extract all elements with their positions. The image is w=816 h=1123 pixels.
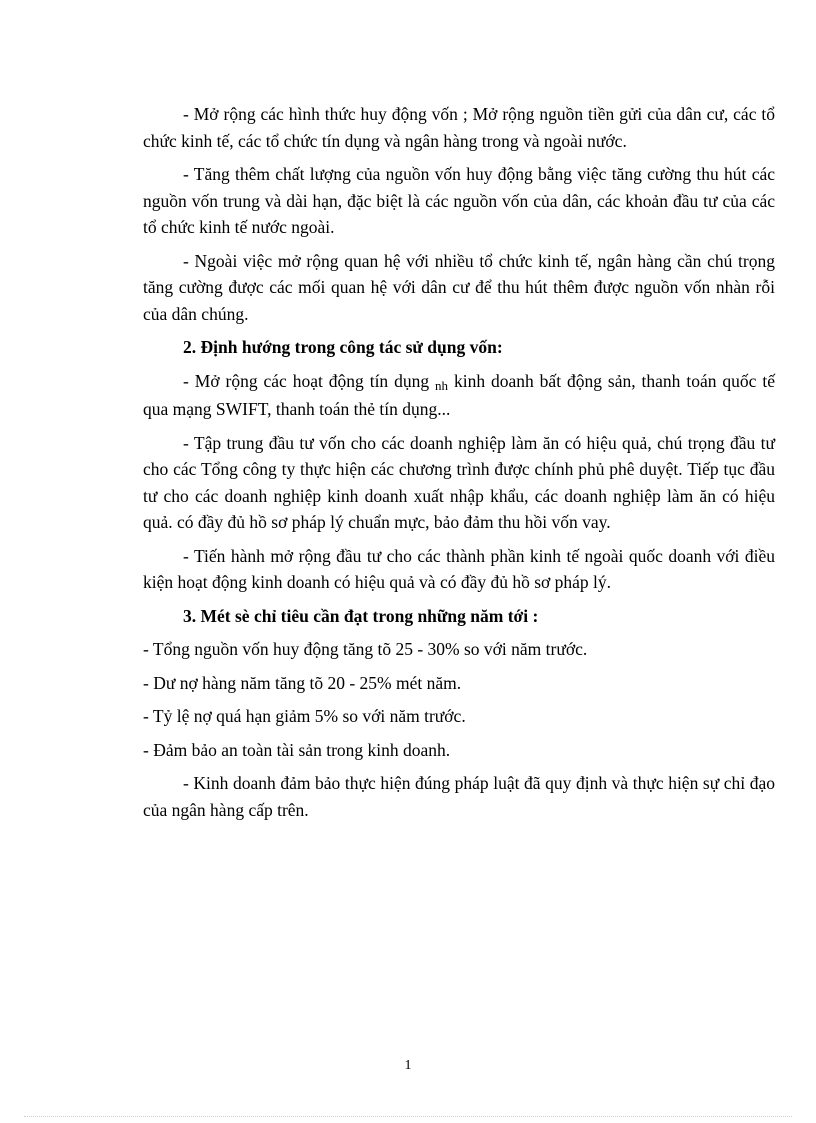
paragraph-capital-mobilization: - Mở rộng các hình thức huy động vốn ; Mở rộng nguồn tiền gửi của dân cư, các tổ chức kinh tế, các tổ chức tín dụng và ngân hàng trong và ngoài nước.: [143, 104, 775, 151]
paragraph-credit-expansion-fragment: nh: [435, 377, 449, 393]
paragraph-compliance: - Kinh doanh đảm bảo thực hiện đúng pháp luật đã quy định và thực hiện sự chỉ đạo của ngân hàng cấp trên.: [143, 773, 775, 820]
paragraph-capital-quality: - Tăng thêm chất lượng của nguồn vốn huy động bằng việc tăng cường thu hút các nguồn vốn trung và dài hạn, đặc biệt là các nguồn vốn của dân, các khoản đầu tư của các tổ chức kinh tế nước ngoài.: [143, 164, 775, 237]
paragraph-credit-expansion: [143, 368, 775, 423]
paragraph-relations: - Ngoài việc mở rộng quan hệ với nhiều tổ chức kinh tế, ngân hàng cần chú trọng tăng cường được các mối quan hệ với dân cư để thu hút thêm được nguồn vốn nhàn rỗi của dân chúng.: [143, 250, 775, 324]
section-heading-capital-use: 2. Định hướng trong công tác sử dụng vốn:: [183, 337, 503, 357]
target-item: - Tỷ lệ nợ quá hạn giảm 5% so với năm trước.: [143, 706, 466, 726]
paragraph-investment-focus: - Tập trung đầu tư vốn cho các doanh nghiệp làm ăn có hiệu quả, chú trọng đầu tư cho các Tổng công ty thực hiện các chương trình được chính phủ phê duyệt. Tiếp tục đầu tư cho các doanh nghiệp kinh doanh xuất nhập khẩu, các doanh nghiệp làm ăn có hiệu quả. có đầy đủ hồ sơ pháp lý chuẩn mực, bảo đảm thu hồi vốn vay.: [143, 432, 775, 532]
target-item: - Dư nợ hàng năm tăng tõ 20 - 25% mét năm.: [143, 672, 462, 693]
target-item: - Tổng nguồn vốn huy động tăng tõ 25 - 30% so với năm trước.: [143, 639, 588, 659]
target-item: - Đảm bảo an toàn tài sản trong kinh doanh.: [143, 739, 451, 760]
paragraph-credit-expansion-end: kinh doanh bất động sản, thanh toán quốc tế qua mạng SWIFT, thanh toán thẻ tín dụng...: [143, 370, 775, 419]
page-bottom-divider: [24, 1116, 792, 1117]
paragraph-credit-expansion-start: - Mở rộng các hoạt động tín dụng: [183, 370, 436, 391]
document-body: [143, 101, 775, 830]
section-heading-targets: 3. Mét sè chỉ tiêu cần đạt trong những năm tới :: [183, 605, 539, 626]
page-number: 1: [404, 1058, 412, 1073]
paragraph-non-state-investment: - Tiến hành mở rộng đầu tư cho các thành phần kinh tế ngoài quốc doanh với điều kiện hoạt động kinh doanh có hiệu quả và có đầy đủ hồ sơ pháp lý.: [143, 545, 775, 592]
